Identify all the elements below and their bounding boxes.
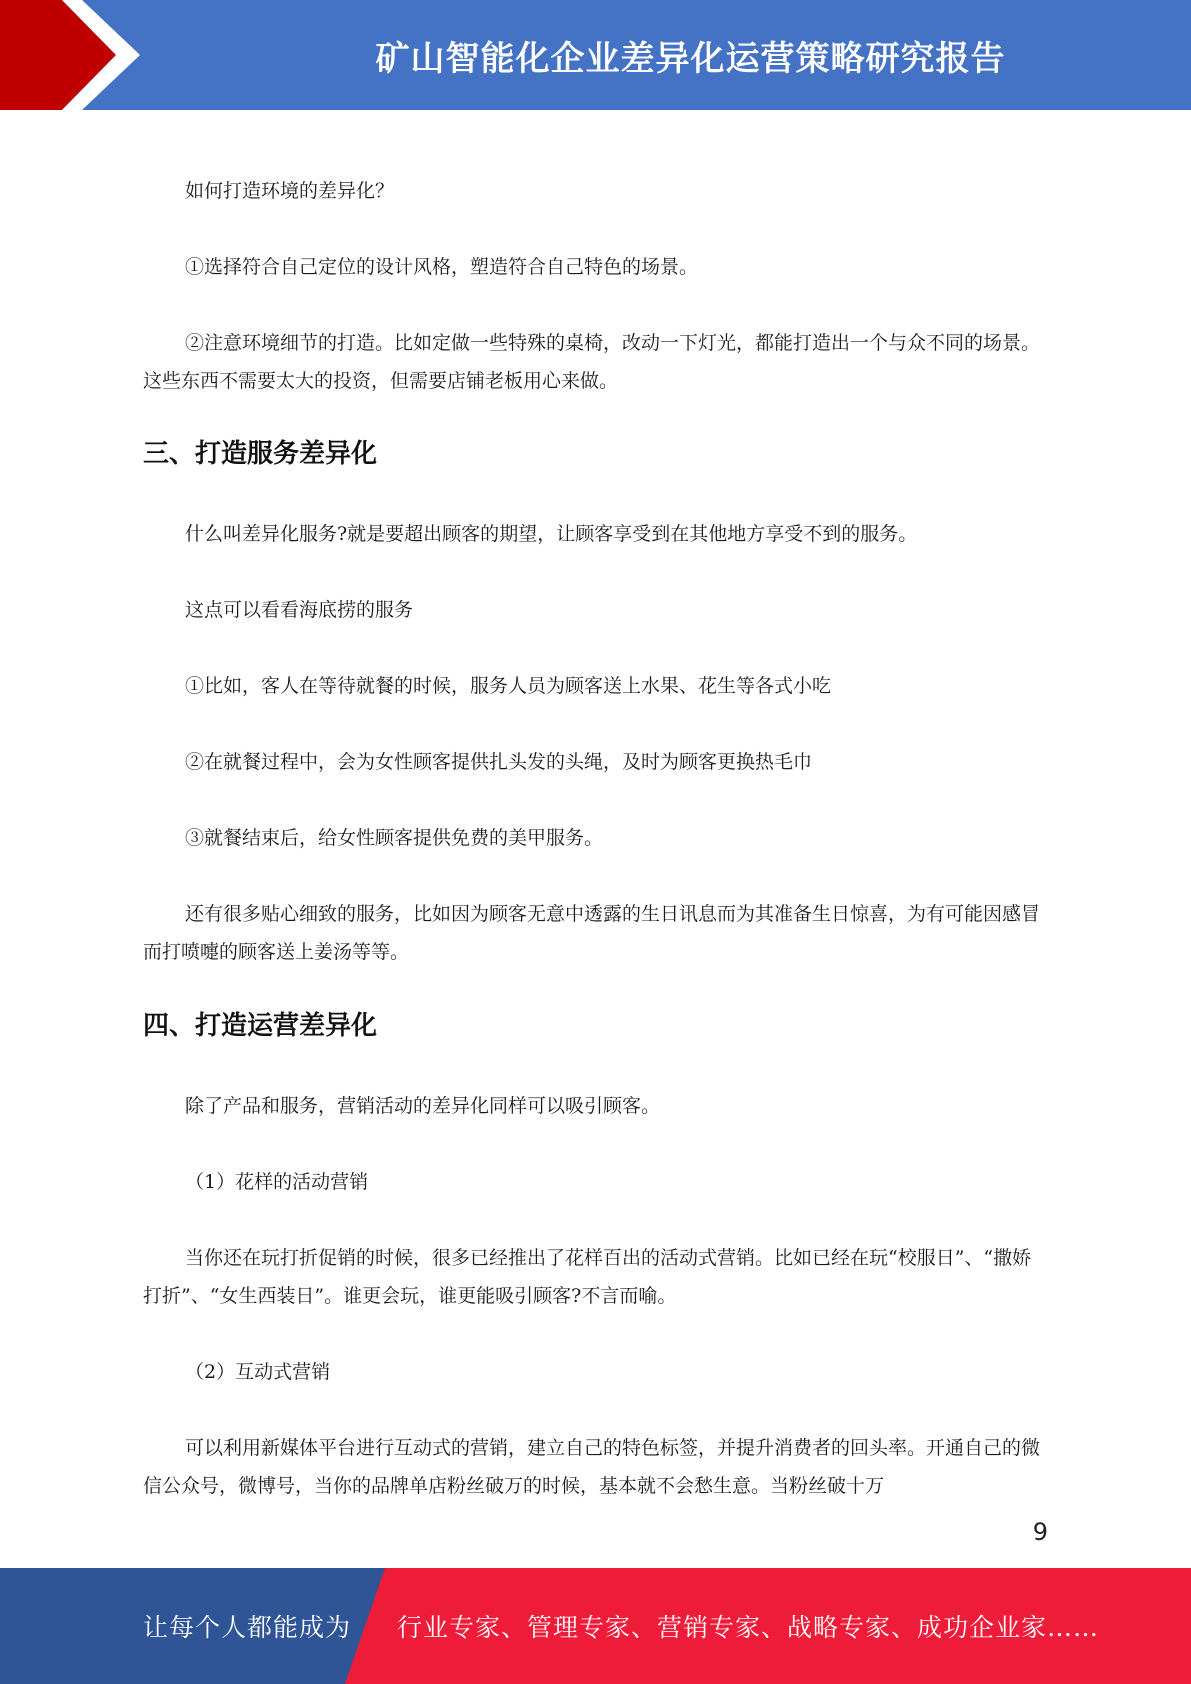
page-number: 9 bbox=[1032, 1518, 1048, 1546]
paragraph: ②注意环境细节的打造。比如定做一些特殊的桌椅，改动一下灯光，都能打造出一个与众不同的场景。这些东西不需要太大的投资，但需要店铺老板用心来做。 bbox=[143, 332, 1041, 392]
paragraph: ③就餐结束后，给女性顾客提供免费的美甲服务。 bbox=[185, 827, 604, 849]
paragraph: 当你还在玩打折促销的时候，很多已经推出了花样百出的活动式营销。比如已经在玩“校服日”、“撒娇打折”、“女生西装日”。谁更会玩，谁更能吸引顾客?不言而喻。 bbox=[143, 1247, 1032, 1307]
paragraph: 什么叫差异化服务?就是要超出顾客的期望，让顾客享受到在其他地方享受不到的服务。 bbox=[185, 523, 918, 545]
header-arrow-decoration bbox=[0, 0, 160, 110]
paragraph: ②在就餐过程中，会为女性顾客提供扎头发的头绳，及时为顾客更换热毛巾 bbox=[185, 751, 813, 773]
paragraph: ①比如，客人在等待就餐的时候，服务人员为顾客送上水果、花生等各式小吃 bbox=[185, 675, 832, 697]
subheading: （2）互动式营销 bbox=[185, 1361, 331, 1383]
paragraph: 可以利用新媒体平台进行互动式的营销，建立自己的特色标签，并提升消费者的回头率。开通自己的微信公众号，微博号，当你的品牌单店粉丝破万的时候，基本就不会愁生意。当粉丝破十万 bbox=[143, 1437, 1041, 1497]
section-heading: 三、打造服务差异化 bbox=[143, 439, 378, 469]
footer-slogan-left: 让每个人都能成为 bbox=[143, 1613, 352, 1642]
paragraph: 如何打造环境的差异化？ bbox=[185, 180, 395, 202]
page-footer bbox=[0, 1568, 1191, 1684]
subheading: （1）花样的活动营销 bbox=[185, 1171, 369, 1193]
footer-slogan-right: 行业专家、管理专家、营销专家、战略专家、成功企业家…… bbox=[397, 1613, 1100, 1642]
paragraph: ①选择符合自己定位的设计风格，塑造符合自己特色的场景。 bbox=[185, 256, 699, 278]
paragraph: 这点可以看看海底捞的服务 bbox=[185, 599, 414, 621]
page-header bbox=[0, 0, 1191, 110]
paragraph: 还有很多贴心细致的服务，比如因为顾客无意中透露的生日讯息而为其准备生日惊喜，为有可能因感冒而打喷嚏的顾客送上姜汤等等。 bbox=[143, 903, 1041, 963]
paragraph: 除了产品和服务，营销活动的差异化同样可以吸引顾客。 bbox=[185, 1095, 661, 1117]
report-title: 矿山智能化企业差异化运营策略研究报告 bbox=[375, 38, 1006, 79]
section-heading: 四、打造运营差异化 bbox=[143, 1011, 378, 1041]
